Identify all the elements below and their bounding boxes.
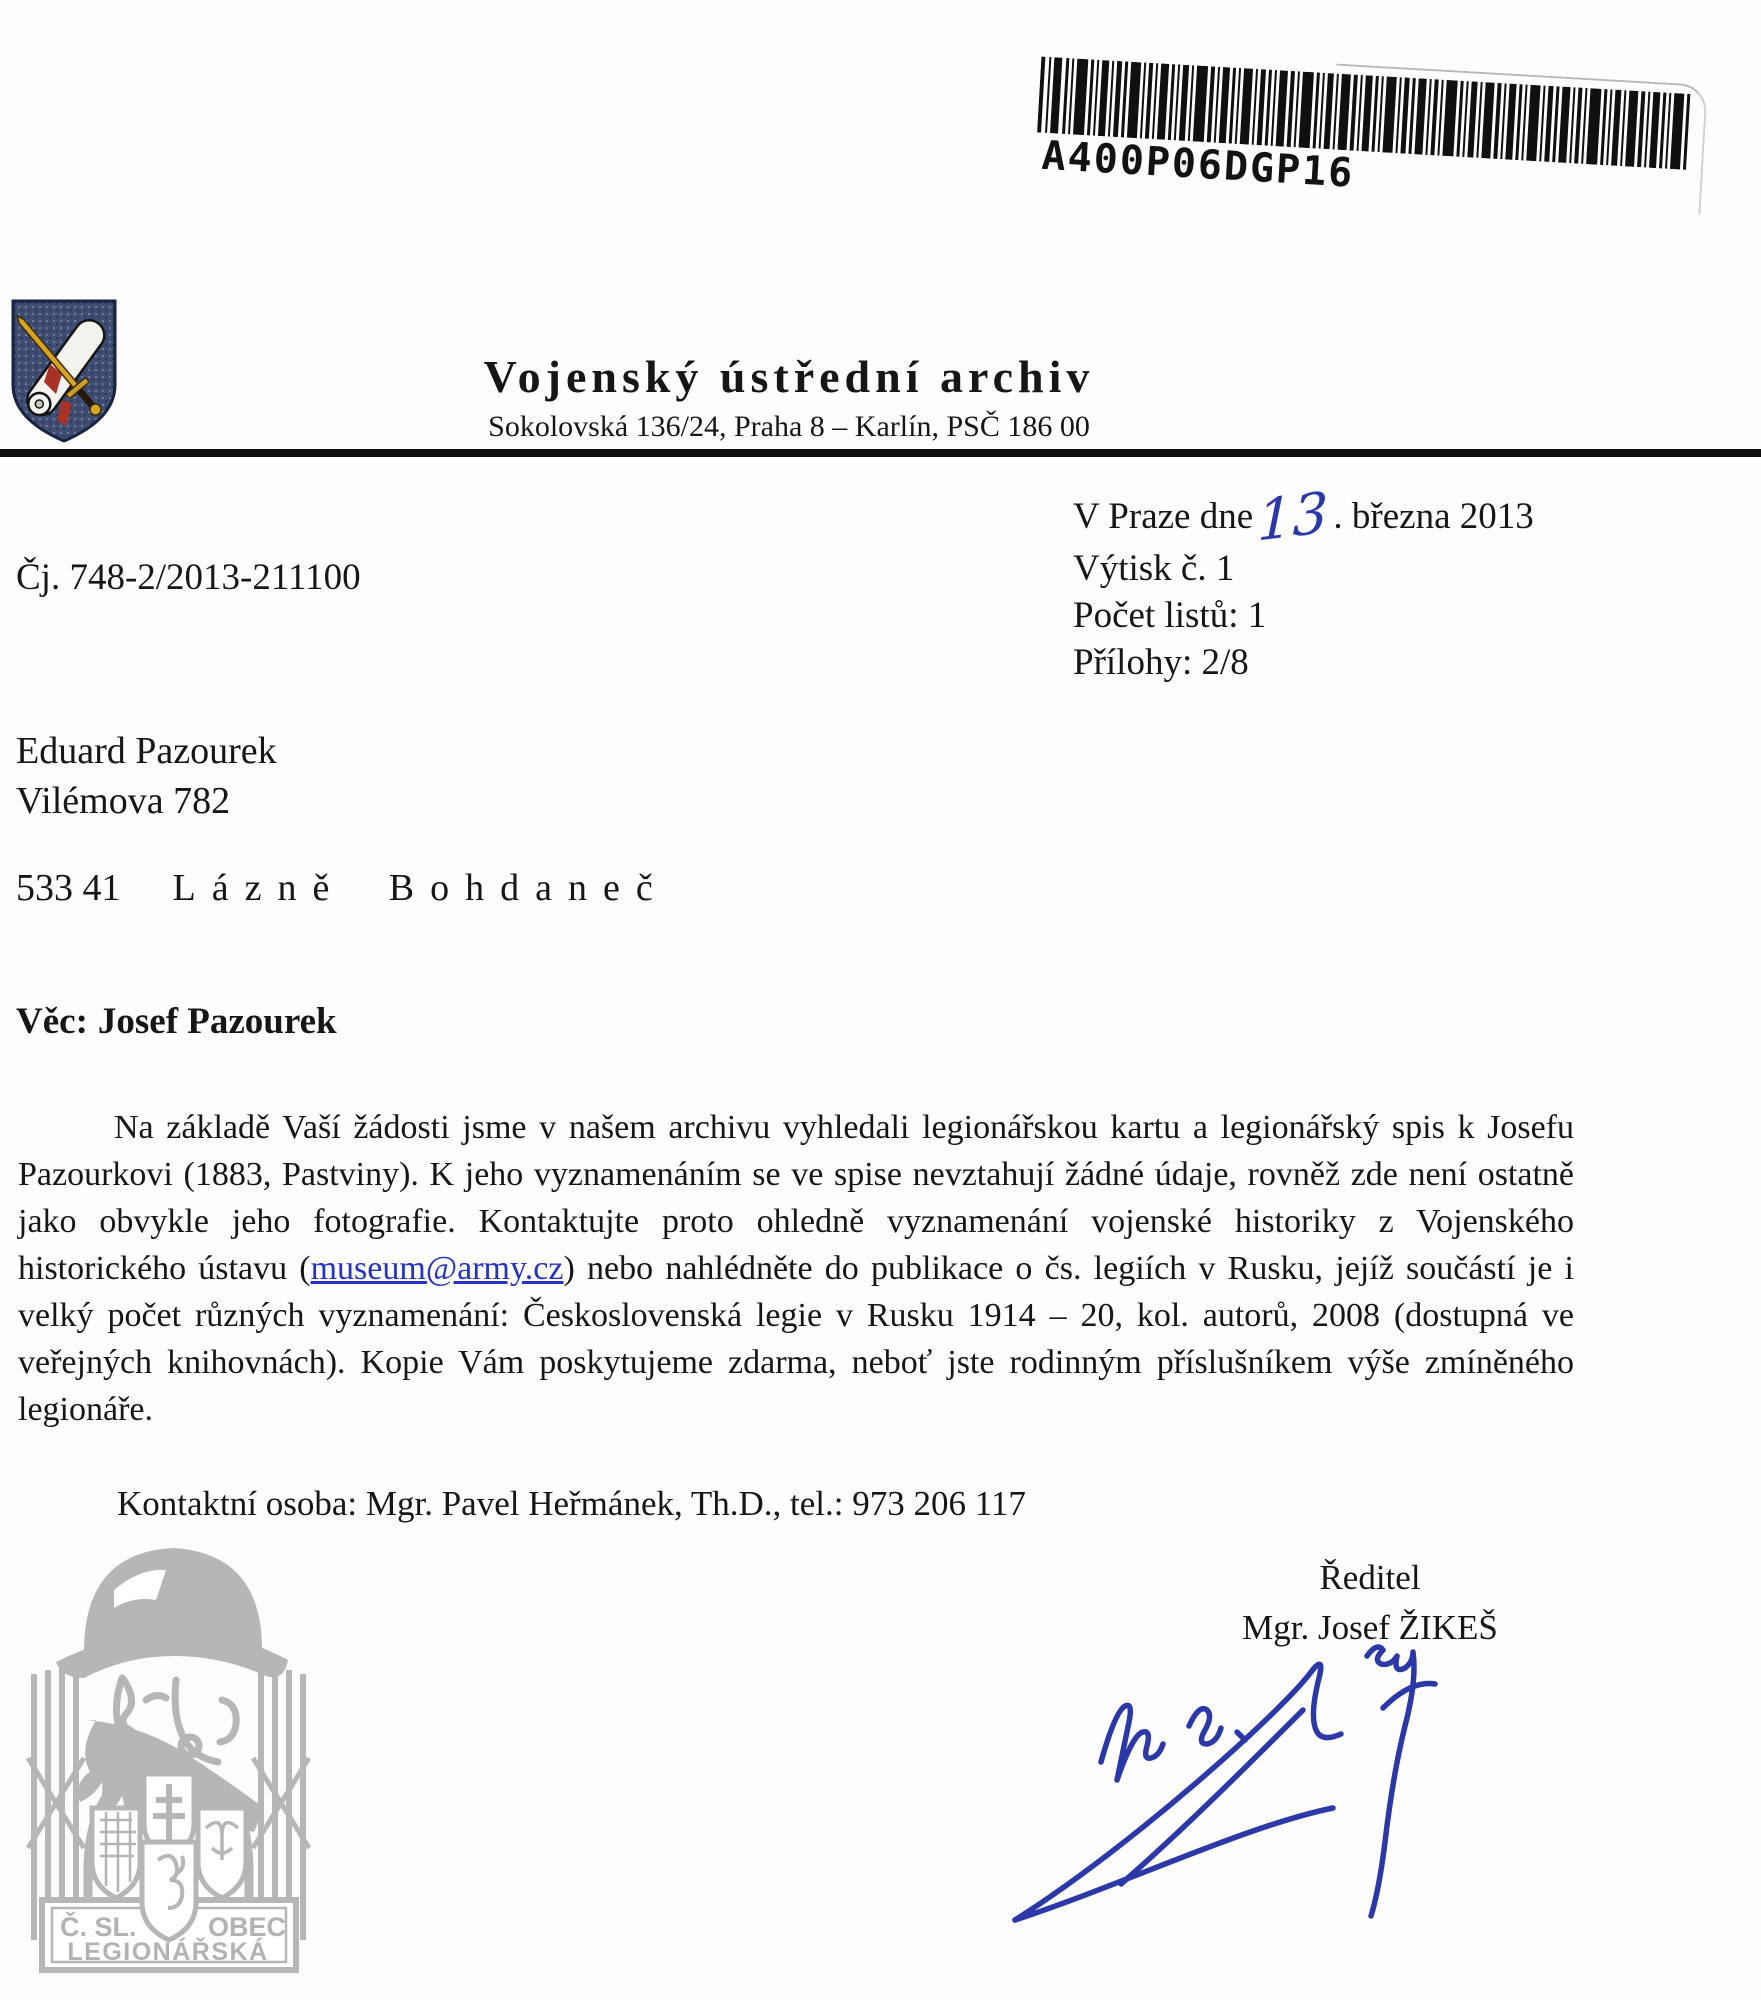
signer-name: Mgr. Josef ŽIKEŠ: [1242, 1608, 1498, 1647]
letterhead-address: Sokolovská 136/24, Praha 8 – Karlín, PSČ 186 00: [488, 410, 1090, 443]
body-text-before-link: Na základě Vaší žádosti jsme v našem archivu vyhledali legionářskou kartu a legionářský spis k Josefu Pazourkovi (1883, Pastviny). K jeho vyznamenáním se ve spise nevztahují žádné údaje, rovněž zde není ostatně jako obvykle jeho fotografie. Kontaktujte proto ohledně vyznamenání vojenské historiky z Vojenského historického ústavu (: [18, 1109, 1574, 1287]
contact-person-line: Kontaktní osoba: Mgr. Pavel Heřmánek, Th.D., tel.: 973 206 117: [117, 1484, 1026, 1523]
watermark-obec-label: OBEC: [208, 1912, 287, 1942]
recipient-name: Eduard Pazourek: [16, 730, 277, 772]
reference-number: Čj. 748-2/2013-211100: [16, 557, 361, 598]
legion-watermark: [26, 1512, 311, 1974]
body-text-after-link: ) nebo nahlédněte do publikace o čs. legiích v Rusku, jejíž součástí je i velký počet různých vyznamenání: Československá legie v Rusku 1914 – 20, kol. autorů, 2008 (dostupná ve veřejných knihovnách). Kopie Vám poskytujeme zdarma, neboť jste rodinným příslušníkem výše zmíněného legionáře.: [18, 1250, 1574, 1428]
postal-code: 533 41: [16, 867, 121, 909]
email-link[interactable]: museum@army.cz: [310, 1250, 564, 1287]
archive-crest-icon: [10, 298, 118, 444]
signature-ink: [985, 1612, 1465, 1972]
recipient-street: Vilémova 782: [16, 780, 231, 822]
watermark-csl-label: Č. SL.: [60, 1912, 137, 1942]
attachments-line: Přílohy: 2/8: [1073, 642, 1249, 683]
date-suffix: . března 2013: [1333, 496, 1534, 537]
soldier-helmet-icon: [56, 1548, 288, 1678]
letter-body: [18, 1104, 1574, 1433]
meta-block: [1073, 480, 1534, 686]
copy-number-line: Výtisk č. 1: [1073, 548, 1235, 589]
header-divider: [0, 449, 1761, 457]
barcode-code: A400P06DGP16: [1040, 132, 1356, 197]
barcode-label: [1023, 46, 1721, 245]
subject-line: [16, 1000, 337, 1043]
recipient-block: [16, 726, 277, 826]
date-line: [1073, 480, 1534, 555]
letterhead-title: Vojenský ústřední archiv: [483, 351, 1095, 402]
subject-label: Věc:: [16, 1001, 88, 1042]
city-name: Lázně Bohdaneč: [172, 867, 669, 909]
signer-title: Ředitel: [1319, 1558, 1421, 1597]
date-prefix: V Praze dne: [1073, 496, 1254, 537]
watermark-legionarska-label: LEGIONÁŘSKÁ: [67, 1938, 269, 1966]
handwritten-day-ink: 13: [1256, 480, 1329, 555]
page-count-line: Počet listů: 1: [1073, 595, 1267, 636]
subject-value: Josef Pazourek: [97, 1001, 337, 1042]
recipient-city-line: [16, 866, 669, 910]
